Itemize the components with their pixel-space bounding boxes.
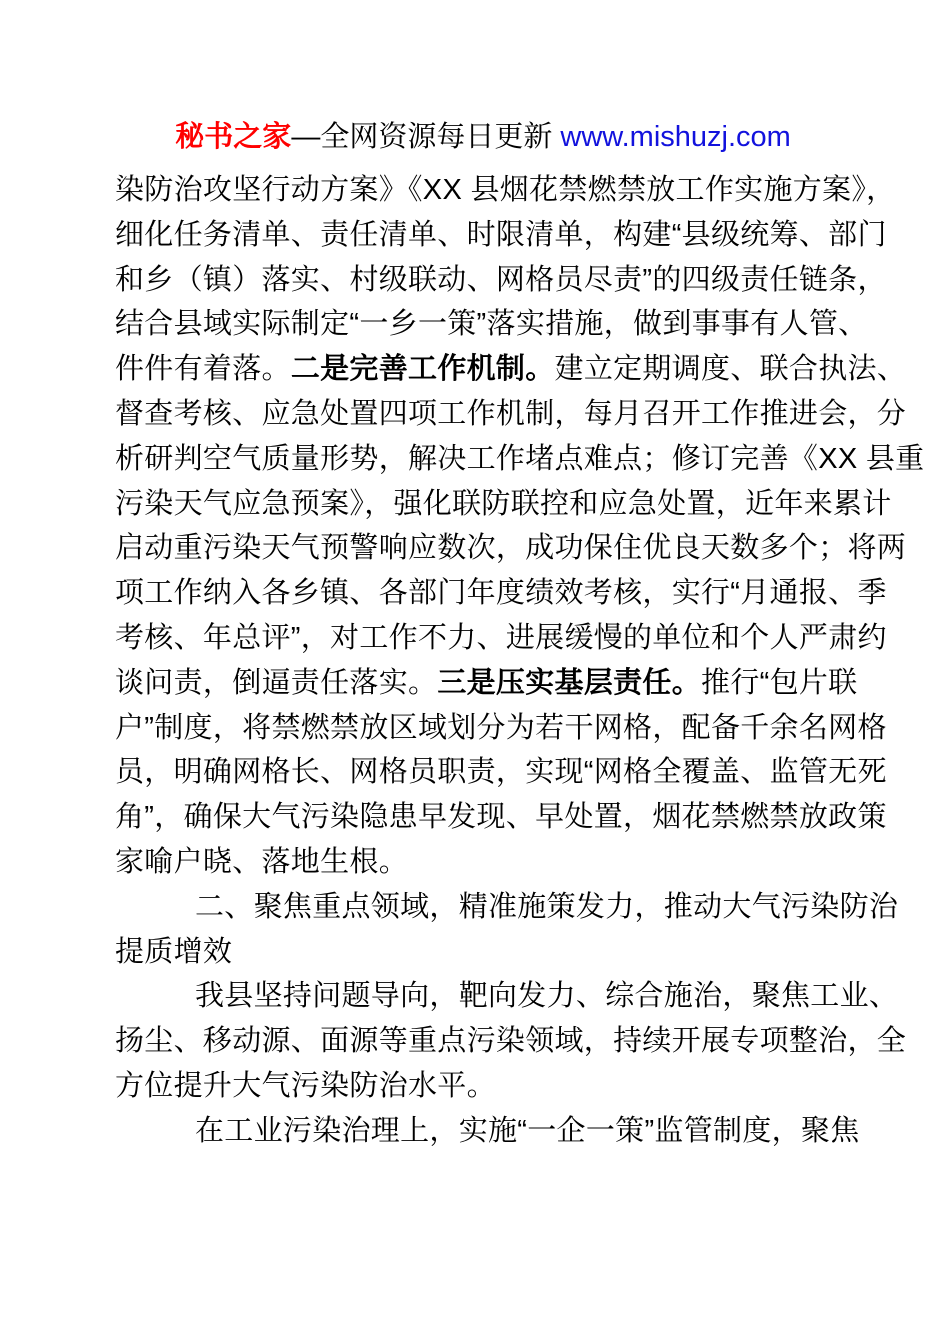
heading-line — [115, 930, 871, 975]
body-text-line — [115, 840, 871, 885]
text-segment: 角”，确保大气污染隐患早发现、早处置，烟花禁燃禁放政策 — [115, 801, 887, 834]
text-segment: 项工作纳入各乡镇、各部门年度绩效考核，实行“月通报、季 — [115, 577, 887, 610]
text-segment: 结合县域实际制定“一乡一策”落实措施，做到事事有人管、 — [115, 308, 868, 341]
text-segment: 在工业污染治理上，实施“一企一策”监管制度，聚焦 — [195, 1114, 860, 1147]
body-text-line — [115, 661, 871, 706]
page-header — [0, 83, 950, 155]
body-text-line — [115, 258, 887, 303]
body-text-line — [115, 213, 887, 258]
text-segment: 染防治攻坚行动方案》《XX 县烟花禁燃禁放工作实施方案》， — [115, 174, 896, 206]
text-segment: 户”制度，将禁燃禁放区域划分为若干网格，配备千余名网格 — [115, 711, 887, 744]
text-segment: 件件有着落。 — [115, 353, 291, 386]
heading-line — [115, 885, 899, 930]
body-text-line — [115, 750, 887, 795]
text-segment: 方位提升大气污染防治水平。 — [115, 1069, 496, 1102]
body-text-line — [115, 347, 907, 392]
text-segment: 污染天气应急预案》，强化联防联控和应急处置，近年来累计 — [115, 487, 892, 520]
text-segment: 家喻户晓、落地生根。 — [115, 845, 409, 878]
body-text-line — [115, 706, 887, 751]
body-text-line — [115, 437, 925, 482]
bold-text-segment: 二是完善工作机制。 — [290, 353, 555, 386]
body-text-line — [115, 1109, 871, 1154]
text-segment: 和乡（镇）落实、村级联动、网格员尽责”的四级责任链条， — [115, 263, 887, 296]
text-segment: 扬尘、移动源、面源等重点污染领域，持续开展专项整治，全 — [115, 1025, 907, 1058]
body-text-line — [115, 795, 887, 840]
body-text-line — [115, 168, 896, 213]
body-text-line — [115, 392, 907, 437]
bold-text-segment: 三是压实基层责任。 — [437, 666, 702, 699]
text-segment: 员，明确网格长、网格员职责，实现“网格全覆盖、监管无死 — [115, 756, 887, 789]
body-text-line — [115, 571, 887, 616]
text-segment: 提质增效 — [115, 935, 233, 968]
text-segment: 谈问责，倒逼责任落实。 — [115, 666, 438, 699]
body-text-line — [115, 482, 892, 527]
body-text-line — [115, 616, 887, 661]
body-text-line — [115, 526, 907, 571]
text-segment: 我县坚持问题导向，靶向发力、综合施治，聚焦工业、 — [195, 980, 899, 1013]
site-url-link[interactable]: www.mishuzj.com — [560, 121, 791, 153]
text-segment: 督查考核、应急处置四项工作机制，每月召开工作推进会，分 — [115, 397, 907, 430]
body-text-line — [115, 1064, 871, 1109]
body-text-line — [115, 974, 899, 1019]
text-segment: 细化任务清单、责任清单、时限清单，构建“县级统筹、部门 — [115, 218, 887, 251]
text-segment: 二、聚焦重点领域，精准施策发力，推动大气污染防治 — [195, 890, 899, 923]
document-body — [115, 168, 925, 1154]
text-segment: 建立定期调度、联合执法、 — [554, 353, 907, 386]
site-tagline: —全网资源每日更新 — [291, 121, 561, 153]
text-segment: 启动重污染天气预警响应数次，成功保住优良天数多个；将两 — [115, 532, 907, 565]
site-name: 秘书之家 — [175, 121, 292, 153]
text-segment: 推行“包片联 — [701, 666, 858, 699]
text-segment: 考核、年总评”，对工作不力、进展缓慢的单位和个人严肃约 — [115, 621, 887, 654]
body-text-line — [115, 302, 871, 347]
body-text-line — [115, 1019, 907, 1064]
text-segment: 析研判空气质量形势，解决工作堵点难点；修订完善《XX 县重 — [115, 442, 925, 475]
